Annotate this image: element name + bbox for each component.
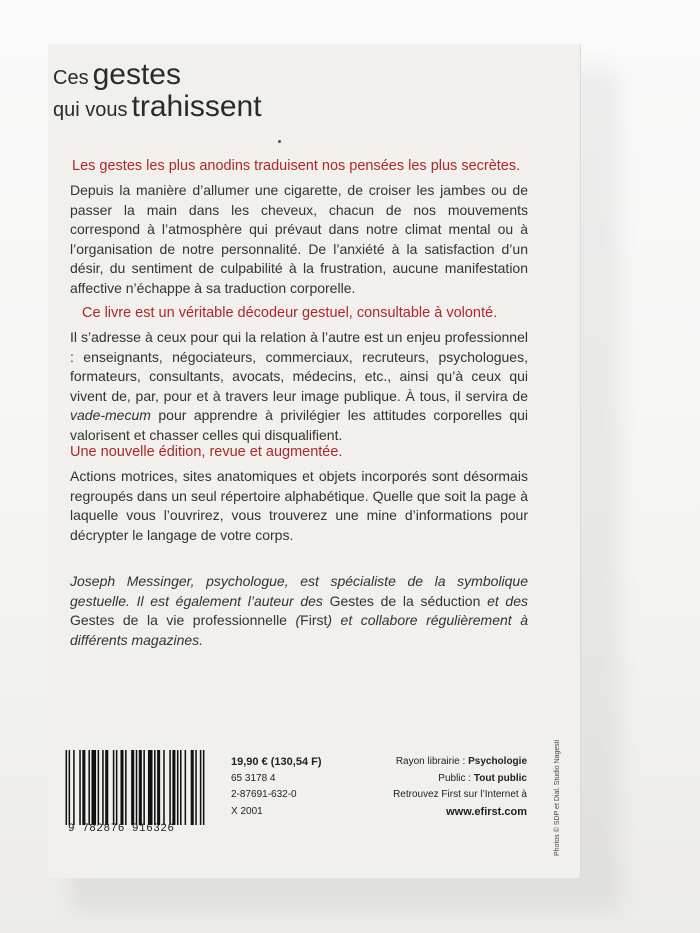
barcode-bar — [116, 750, 118, 825]
barcode-bar — [157, 750, 160, 825]
barcode-bar — [105, 750, 108, 825]
author-book-2: Gestes de la vie professionnelle — [70, 612, 287, 628]
shelf-public — [369, 771, 527, 788]
author-book-1: Gestes de la séduction — [329, 592, 481, 609]
section-2 — [70, 305, 528, 445]
barcode-bar — [120, 750, 123, 825]
price: 19,90 € (130,54 F) — [231, 756, 322, 768]
barcode-bar — [113, 750, 115, 825]
author-publisher: First — [300, 612, 328, 628]
barcode-bar — [69, 750, 71, 825]
barcode-bar — [203, 750, 205, 825]
title-line-1 — [53, 58, 181, 92]
product-codes — [231, 754, 322, 820]
shelf-rayon — [369, 754, 527, 771]
public-label: Public : — [438, 772, 472, 784]
product-code: 65 3178 4 — [231, 772, 276, 784]
barcode-bar — [125, 750, 127, 825]
barcode-digits: 9 782876 916326 — [68, 823, 175, 835]
isbn: 2-87691-632-0 — [231, 789, 297, 800]
section-3-body: Actions motrices, sites anatomiques et objets incorporés sont désormais regroupés dans un seul répertoire alphabétique. Quelle que soit la page à laquelle vous l’ouvrirez, vous trouverez une mine d’informations pour décrypter le langage de votre corps. — [70, 468, 528, 543]
barcode-bar — [91, 750, 96, 825]
barcode-bar — [143, 750, 145, 825]
section-1-heading: Les gestes les plus anodins traduisent nos pensées les plus secrètes. — [72, 158, 521, 174]
barcode — [64, 750, 209, 825]
internet-text: Retrouvez First sur l’Internet à — [393, 789, 527, 800]
author-bio-part3: ( — [286, 612, 301, 628]
barcode-bar — [139, 750, 142, 825]
public-value: Tout public — [473, 772, 527, 784]
section-2-heading: Ce livre est un véritable décodeur gestuel, consultable à volonté. — [82, 305, 498, 321]
edition-code: X 2001 — [231, 805, 263, 817]
section-2-body-part2: pour apprendre à privilégier les attitudes corporelles qui valorisent et chasser celles qui disqualifient. — [70, 407, 528, 443]
barcode-bar — [66, 750, 68, 825]
barcode-bar — [79, 750, 81, 825]
barcode-bar — [148, 750, 153, 825]
photo-credit: Photos © SDP et Dial. Studio Nagesti — [554, 739, 561, 856]
shelf-info — [369, 754, 527, 820]
title-line-2 — [53, 90, 262, 124]
rayon-label: Rayon librairie : — [395, 756, 466, 767]
barcode-bar — [200, 750, 202, 825]
barcode-bar — [177, 750, 179, 825]
barcode-bar — [82, 750, 85, 825]
section-2-body-part1: Il s’adresse à ceux pour qui la relation à l’autre est un enjeu professionnel : enseignants, négociateurs, commerciaux, recruteurs, psychologues, formateurs, consultants, avocats, médecins, etc., ainsi qu’à ceux qui vivent de, par, pour et à travers leur image publique. À tous, il servira de — [70, 329, 528, 404]
title-words-qui-vous: qui vous — [53, 99, 128, 121]
author-bio — [70, 572, 528, 650]
barcode-bar — [102, 750, 104, 825]
barcode-bar — [191, 750, 194, 825]
barcode-bar — [98, 750, 100, 825]
title-word-trahissent: trahissent — [131, 90, 262, 123]
barcode-bar — [154, 750, 156, 825]
author-bio-part4: ) et collabore régulièrement à différents magazines. — [70, 612, 528, 648]
author-bio-part2: et des — [480, 592, 529, 609]
author-bio-part1: Joseph Messinger, psychologue, est spécialiste de la symbolique gestuelle. Il est également l’auteur des — [70, 573, 528, 609]
section-2-body-italic: vade-mecum — [70, 407, 151, 423]
rayon-value: Psychologie — [468, 756, 527, 767]
barcode-bar — [73, 750, 75, 825]
barcode-bar — [136, 750, 138, 825]
barcode-bar — [131, 750, 134, 825]
section-1 — [70, 158, 528, 298]
barcode-bar — [172, 750, 175, 825]
barcode-bar — [180, 750, 182, 825]
barcode-bar — [195, 750, 197, 825]
barcode-bar — [163, 750, 165, 825]
title-word-ces: Ces — [53, 67, 89, 89]
title-word-gestes: gestes — [92, 58, 181, 91]
website: www.efirst.com — [446, 805, 527, 818]
barcode-bar — [88, 750, 90, 825]
decorative-dot — [278, 140, 281, 143]
section-1-body: Depuis la manière d’allumer une cigarette, de croiser les jambes ou de passer la main dans les cheveux, chacun de nos mouvements correspond à l’atmosphère qui prévaut dans notre climat mental ou à l’organisation de notre personnalité. De l’anxiété à la satisfaction d’un désir, du sentiment de culpabilité à la frustration, aucune manifestation affective n’échappe à sa traduction corporelle. — [70, 182, 528, 296]
section-3-heading: Une nouvelle édition, revue et augmentée. — [70, 444, 343, 460]
barcode-bar — [169, 750, 171, 825]
barcode-bar — [185, 750, 187, 825]
section-3 — [70, 444, 528, 545]
section-2-body — [70, 328, 528, 445]
